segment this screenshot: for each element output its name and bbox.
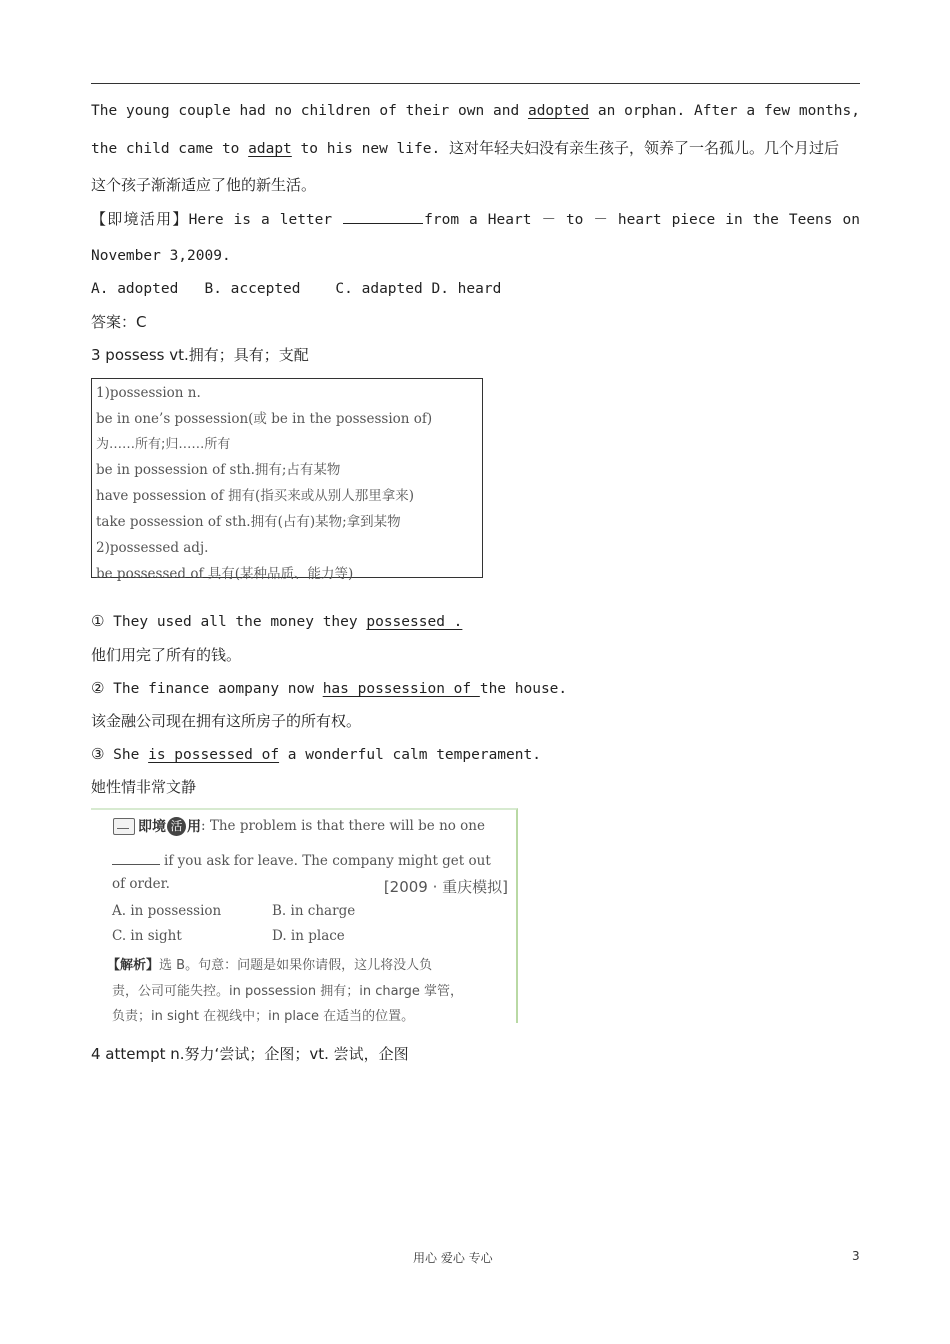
explanation-text: 选 B。句意：问题是如果你请假，这儿将没人负: [159, 958, 433, 973]
exercise-2-question-line-2: [112, 850, 491, 869]
text: to his new life.: [291, 141, 449, 157]
passage-line-3: 这个孩子渐渐适应了他的新生活。: [91, 176, 317, 194]
exercise-tag: 【即境活用】: [91, 210, 189, 228]
heading-text: 3 possess vt.拥有；具有；支配: [91, 346, 309, 364]
usage-line: be in one’s possession(或 be in the possession of): [96, 410, 433, 427]
usage-line: 1)possession n.: [96, 385, 201, 401]
question-text: : The problem is that there will be no one: [201, 818, 485, 834]
question-text: of order.: [112, 876, 170, 892]
explanation-line-2: 责，公司可能失控。in possession 拥有；in charge 掌管，: [112, 984, 464, 999]
text: a wonderful calm temperament.: [279, 747, 541, 763]
section-3-heading: [91, 345, 860, 366]
usage-line: 为……所有;归……所有: [96, 436, 231, 452]
tag-text: 用: [187, 819, 201, 835]
example-1: [91, 611, 860, 632]
example-3: [91, 744, 860, 765]
highlight: is possessed of: [148, 747, 280, 763]
footer-text: 用心 爱心 专心: [413, 1251, 493, 1265]
example-3-translation: 她性情非常文静: [91, 778, 197, 796]
text: from a Heart － to － heart piece in the Teens on: [424, 212, 860, 228]
book-icon: [113, 818, 135, 835]
question-text: if you ask for leave. The company might get out: [164, 853, 491, 869]
text: the house.: [479, 681, 568, 697]
tag-text: 即境: [138, 819, 166, 835]
exercise-1-answer: 答案：C: [91, 313, 147, 331]
page-number: 3: [852, 1249, 860, 1263]
usage-line: be possessed of 具有(某种品质、能力等): [96, 565, 354, 582]
text: The young couple had no children of their own and: [91, 103, 528, 119]
underlined-word: adapt: [248, 141, 292, 157]
translation: 这对年轻夫妇没有亲生孩子，领养了一名孤儿。几个月过后: [448, 139, 839, 157]
explanation-line-3: 负责；in sight 在视线中；in place 在适当的位置。: [112, 1009, 415, 1024]
option-b: B. in charge: [272, 903, 356, 919]
text: She: [104, 747, 149, 763]
exercise-1-options: A. adopted B. accepted C. adapted D. heard: [91, 281, 502, 297]
example-1-translation: 他们用完了所有的钱。: [91, 646, 242, 664]
possess-usage-box: [91, 378, 483, 582]
answer-blank: [112, 850, 160, 865]
exercise-1-line-1: [91, 209, 860, 230]
text: They used all the money they: [104, 614, 367, 630]
option-d: D. in place: [272, 928, 345, 944]
section-4-heading: 4 attempt n.努力‘尝试；企图；vt. 尝试，企图: [91, 1045, 409, 1063]
explanation-tag: 【解析】: [107, 958, 160, 973]
question-source: [2009 · 重庆模拟]: [383, 878, 508, 896]
exercise-2-question-line-3: [112, 876, 508, 896]
example-2: [91, 678, 860, 699]
text: Here is a letter: [188, 212, 343, 228]
underlined-word: adopted: [527, 103, 590, 119]
example-number: ②: [91, 679, 105, 697]
exercise-1-line-2: November 3,2009.: [91, 248, 231, 264]
usage-line: take possession of sth.拥有(占有)某物;拿到某物: [96, 513, 401, 530]
answer-blank: [343, 209, 423, 224]
passage-line-2: [91, 138, 860, 159]
example-number: ①: [91, 612, 105, 630]
highlight: possessed .: [366, 614, 463, 630]
option-a: A. in possession: [112, 903, 222, 919]
usage-line: have possession of 拥有(指买来或从别人那里拿来): [96, 488, 415, 505]
text: the child came to: [91, 141, 249, 157]
example-2-translation: 该金融公司现在拥有这所房子的所有权。: [91, 712, 362, 730]
example-number: ③: [91, 745, 105, 763]
option-c: C. in sight: [112, 928, 182, 944]
exercise-2-question-line-1: [113, 816, 485, 836]
tag-circle: 活: [167, 817, 186, 836]
usage-line: 2)possessed adj.: [96, 539, 209, 556]
highlight: has possession of: [322, 681, 480, 697]
header-rule: [91, 83, 860, 84]
usage-line: be in possession of sth.拥有;占有某物: [96, 462, 341, 479]
text: an orphan. After a few months,: [589, 103, 860, 119]
passage-line-1: [91, 101, 860, 121]
text: The finance aompany now: [104, 681, 323, 697]
exercise-2-box: [91, 808, 518, 1023]
explanation-line-1: [107, 954, 432, 973]
